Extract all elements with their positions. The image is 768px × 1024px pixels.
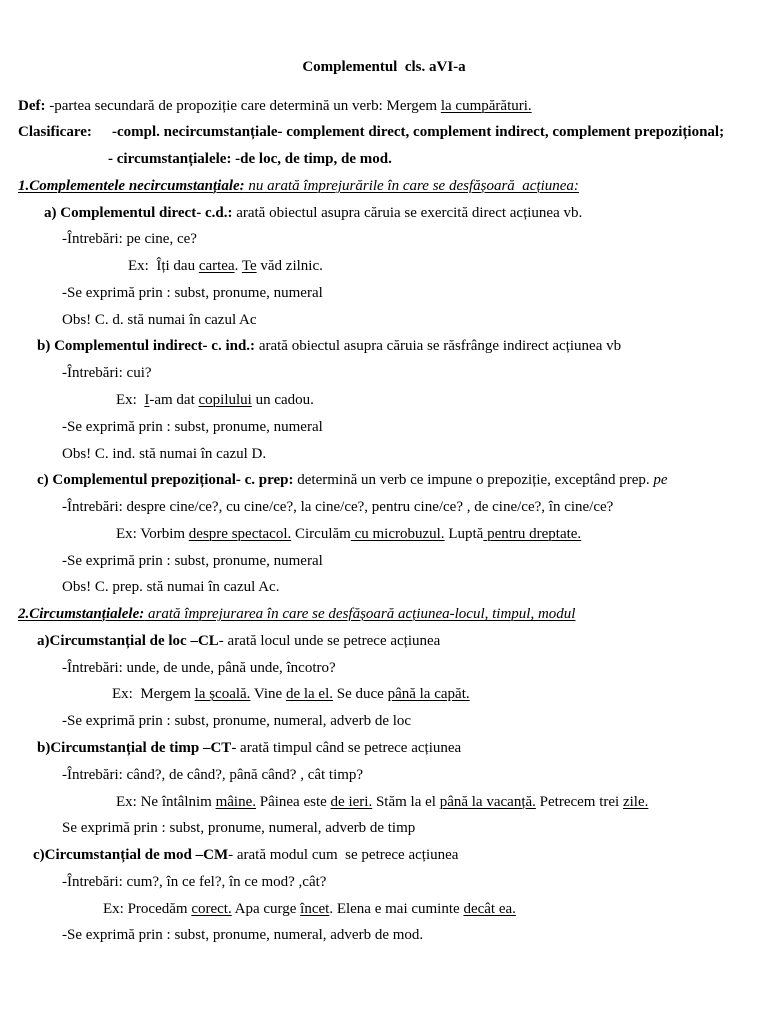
section-heading: 2.Circumstanțialele: — [18, 606, 145, 623]
example-highlight: cu microbuzul. — [350, 525, 445, 542]
example-highlight: copilului — [198, 392, 252, 409]
note-line: Obs! C. d. stă numai în cazul Ac — [62, 311, 257, 328]
item-title-line — [0, 200, 768, 227]
example-highlight: încet — [300, 900, 330, 917]
definition-label: Def: — [18, 97, 46, 114]
classification-circumstantial-line — [0, 146, 768, 173]
example-highlight: corect. — [191, 900, 232, 917]
example-line — [0, 681, 768, 708]
example-text: Petrecem trei — [535, 793, 623, 810]
section-subheading: arată împrejurarea în care se desfășoară acțiunea-locul, timpul, modul — [144, 606, 576, 623]
example-text: Ex: Ne întâlnim — [116, 793, 216, 810]
expressed-by-line: -Se exprimă prin : subst, pronume, numeral — [62, 284, 323, 301]
example-text: Ex: Mergem — [112, 686, 195, 703]
classification-label: Clasificare: — [18, 124, 92, 141]
example-text: Ex: Procedăm — [103, 900, 192, 917]
example-text: -am dat — [149, 392, 199, 409]
definition-example: la cumpărături. — [440, 97, 532, 114]
example-text: Ex: Îți dau — [128, 258, 199, 275]
example-text: Pâinea este — [255, 793, 331, 810]
item-title: a) Complementul direct- c.d.: — [44, 204, 233, 221]
example-highlight: până la capăt. — [387, 686, 470, 703]
section-subheading: nu arată împrejurările în care se desfășoară acțiunea: — [244, 177, 579, 194]
example-highlight: cartea — [198, 258, 235, 275]
section-heading-line — [0, 173, 768, 200]
example-text: un cadou. — [251, 392, 314, 409]
example-text: Stăm la el — [372, 793, 440, 810]
definition-line — [0, 93, 768, 120]
expressed-by-line: Se exprimă prin : subst, pronume, numeral, adverb de timp — [62, 820, 416, 837]
item-title: c)Circumstanțial de mod –CM — [33, 847, 229, 864]
example-line — [0, 521, 768, 548]
example-text: Luptă — [444, 525, 484, 542]
item-description: arată obiectul asupra căruia se exercită direct acțiunea vb. — [232, 204, 583, 221]
item-title: b) Complementul indirect- c. ind.: — [37, 338, 256, 355]
item-title: b)Circumstanțial de timp –CT — [37, 739, 232, 756]
example-line — [0, 789, 768, 816]
example-text: Circulăm — [291, 525, 351, 542]
example-highlight: de la el. — [285, 686, 333, 703]
questions-line: -Întrebări: cui? — [62, 365, 152, 382]
questions-line: -Întrebări: despre cine/ce?, cu cine/ce?, la cine/ce?, pentru cine/ce? , de cine/ce?, în cine/ce? — [62, 499, 614, 516]
example-highlight: decât ea. — [463, 900, 516, 917]
example-text: Ex: Vorbim — [116, 525, 189, 542]
note-line: Obs! C. prep. stă numai în cazul Ac. — [62, 579, 280, 596]
item-title-line — [0, 628, 768, 655]
item-title-line — [0, 467, 768, 494]
questions-line: -Întrebări: cum?, în ce fel?, în ce mod? ,cât? — [62, 873, 327, 890]
item-title-line — [0, 333, 768, 360]
example-text: văd zilnic. — [256, 258, 323, 275]
classification-line — [0, 119, 768, 146]
item-description-emphasis: pe — [653, 472, 668, 489]
questions-line: -Întrebări: pe cine, ce? — [62, 231, 197, 248]
expressed-by-line: -Se exprimă prin : subst, pronume, numeral, adverb de mod. — [62, 927, 424, 944]
expressed-by-line: -Se exprimă prin : subst, pronume, numeral, adverb de loc — [62, 713, 412, 730]
item-description: - arată timpul când se petrece acțiunea — [231, 739, 462, 756]
example-highlight: până la vacanță. — [439, 793, 536, 810]
item-title-line — [0, 842, 768, 869]
item-description: determină un verb ce impune o prepoziție, exceptând prep. — [293, 472, 654, 489]
expressed-by-line: -Se exprimă prin : subst, pronume, numeral — [62, 552, 323, 569]
example-highlight: I — [144, 392, 150, 409]
example-highlight: pentru dreptate. — [483, 525, 582, 542]
example-text: Ex: — [116, 392, 145, 409]
item-description: - arată modul cum se petrece acțiunea — [228, 847, 459, 864]
example-text: Apa curge — [231, 900, 301, 917]
example-text: . — [234, 258, 242, 275]
item-title: c) Complementul prepozițional- c. prep: — [37, 472, 294, 489]
item-description: - arată locul unde se petrece acțiunea — [218, 632, 441, 649]
example-line — [0, 896, 768, 923]
document-title: Complementul cls. aVI-a — [302, 58, 466, 75]
item-title-line — [0, 735, 768, 762]
example-highlight: la școală. — [194, 686, 251, 703]
example-highlight: de ieri. — [330, 793, 373, 810]
item-title: a)Circumstanțial de loc –CL — [37, 632, 219, 649]
section-heading: 1.Complementele necircumstanțiale: — [18, 177, 245, 194]
example-line — [0, 253, 768, 280]
document-body — [0, 93, 768, 950]
note-line: Obs! C. ind. stă numai în cazul D. — [62, 445, 267, 462]
example-highlight: Te — [241, 258, 257, 275]
definition-text: -partea secundară de propoziție care determină un verb: Mergem — [45, 97, 441, 114]
questions-line: -Întrebări: când?, de când?, până când? , cât timp? — [62, 766, 364, 783]
classification-circumstantial: - circumstanțialele: -de loc, de timp, de mod. — [108, 151, 392, 168]
example-highlight: despre spectacol. — [188, 525, 292, 542]
example-line — [0, 387, 768, 414]
questions-line: -Întrebări: unde, de unde, până unde, încotro? — [62, 659, 336, 676]
example-highlight: mâine. — [215, 793, 256, 810]
item-description: arată obiectul asupra căruia se răsfrânge indirect acțiunea vb — [255, 338, 622, 355]
classification-non-circumstantial: -compl. necircumstanțiale- complement direct, complement indirect, complement prepozițional; — [112, 124, 725, 141]
example-highlight: zile. — [622, 793, 649, 810]
example-text: Vine — [250, 686, 286, 703]
example-text: Se duce — [333, 686, 388, 703]
section-heading-line — [0, 601, 768, 628]
expressed-by-line: -Se exprimă prin : subst, pronume, numeral — [62, 418, 323, 435]
example-text: . Elena e mai cuminte — [329, 900, 464, 917]
